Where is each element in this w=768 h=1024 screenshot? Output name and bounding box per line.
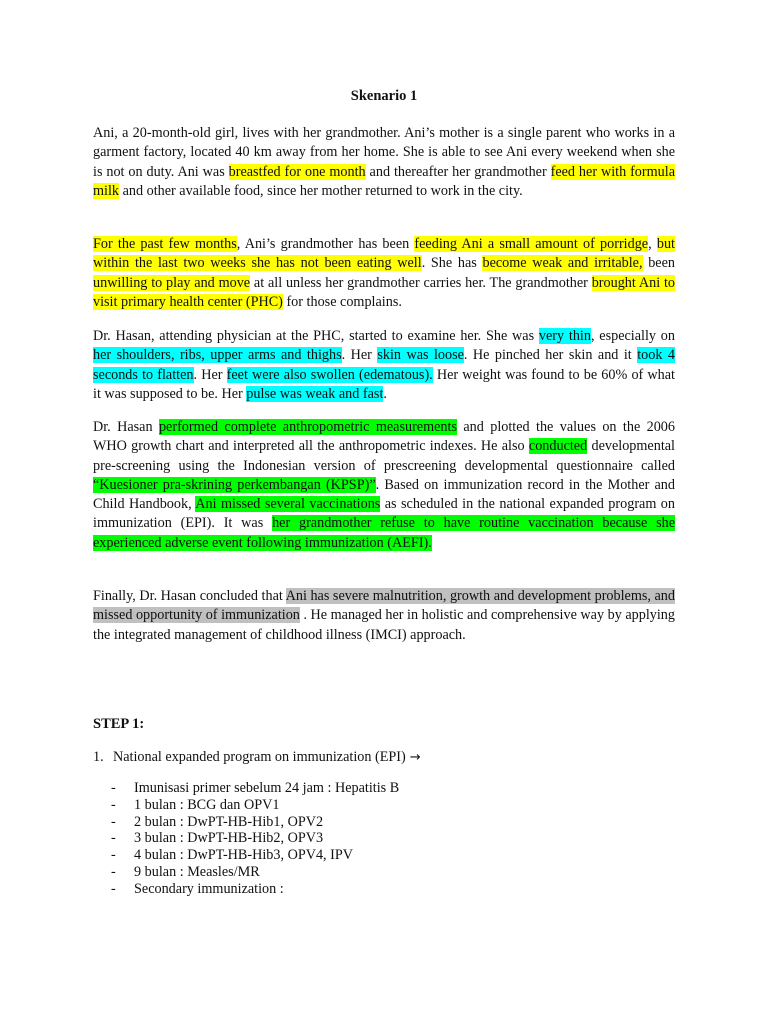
list-item — [111, 864, 399, 881]
text-run: Dr. Hasan — [93, 419, 159, 435]
text-run: , Ani’s grandmother has been — [236, 236, 415, 252]
list-item — [111, 881, 399, 898]
list-dash: - — [111, 796, 116, 813]
numbered-item — [93, 749, 421, 766]
text-run: and other available food, since her mother returned to work in the city. — [119, 182, 523, 199]
highlighted-text: skin was loose — [377, 347, 464, 364]
list-item-text: 4 bulan : DwPT-HB-Hib3, OPV4, IPV — [134, 847, 353, 864]
paragraph-3 — [93, 327, 675, 404]
text-run: Finally, Dr. Hasan concluded that — [93, 588, 286, 604]
step-heading: STEP 1: — [93, 716, 145, 732]
list-item-text: 3 bulan : DwPT-HB-Hib2, OPV3 — [134, 830, 324, 847]
list-dash: - — [111, 813, 116, 830]
list-item — [111, 830, 399, 847]
text-run: Ani, a 20-month-old girl, lives with her grandmother. Ani’s mother is a single parent who works in a garment factory, located 40 km away from her home. She is able to see Ani every weekend when she is not on duty. Ani was — [93, 125, 675, 180]
highlighted-text: feeding Ani a small amount of porridge — [414, 236, 649, 252]
text-run: . He pinched her skin and it — [463, 347, 638, 364]
text-run: . Her — [193, 366, 227, 383]
highlighted-text: brought Ani to visit primary health center (PHC) — [93, 274, 675, 310]
highlighted-text: feet were also swollen (edematous). — [226, 366, 433, 383]
list-item-text: 1 bulan : BCG dan OPV1 — [134, 796, 280, 813]
highlighted-text: unwilling to play and move — [93, 274, 251, 291]
list-dash: - — [111, 847, 116, 864]
text-run: Her weight was found to be 60% of what it was supposed to be. Her — [93, 366, 675, 402]
item-number: 1. — [93, 749, 104, 765]
highlighted-text: Ani missed several vaccinations — [195, 496, 381, 513]
text-run: . Her — [341, 347, 378, 364]
list-item — [111, 780, 399, 797]
text-run: . — [383, 385, 387, 402]
highlighted-text: Ani has severe malnutrition, growth and development problems, and missed opportunity of immunization — [93, 588, 675, 624]
highlighted-text: her shoulders, ribs, upper arms and thighs — [93, 347, 342, 364]
text-run: Dr. Hasan, attending physician at the PHC, started to examine her. She was — [93, 328, 539, 344]
item-text: National expanded program on immunization (EPI) — [113, 749, 406, 765]
page-title: Skenario 1 — [350, 88, 418, 104]
highlighted-text: conducted — [528, 438, 588, 455]
text-run: . He managed her in holistic and comprehensive way by applying the integrated management of childhood illness (IMCI) approach. — [93, 607, 675, 643]
list-item-text: Imunisasi primer sebelum 24 jam : Hepatitis B — [134, 780, 400, 796]
text-run: and thereafter her grandmother — [365, 163, 551, 180]
schedule-list — [111, 780, 399, 898]
text-run: developmental pre-screening using the Indonesian version of prescreening developmental questionnaire called — [93, 438, 675, 474]
text-run: at all unless her grandmother carries her. The grandmother — [250, 274, 592, 291]
paragraph-4 — [93, 418, 675, 553]
highlighted-text: “Kuesioner pra-skrining perkembangan (KPSP)” — [93, 476, 376, 493]
highlighted-text: pulse was weak and fast — [246, 385, 384, 402]
text-run: . Based on immunization record in the Mother and Child Handbook, — [93, 476, 675, 513]
list-item — [111, 847, 399, 864]
list-dash: - — [111, 780, 116, 796]
text-run: as scheduled in the national expanded program on immunization (EPI). It was — [93, 496, 675, 532]
list-item-text: Secondary immunization : — [134, 880, 284, 897]
highlighted-text: feed her with formula milk — [93, 163, 675, 199]
text-run: and plotted the values on the 2006 WHO growth chart and interpreted all the anthropometric indexes. He also — [93, 419, 675, 455]
list-dash: - — [111, 830, 116, 847]
text-run: for those complains. — [282, 293, 402, 310]
right-arrow-icon: → — [409, 750, 421, 765]
highlighted-text: her grandmother refuse to have routine vaccination because she experienced adverse event following immunization (AEFI). — [93, 515, 675, 551]
highlighted-text: performed complete anthropometric measurements — [158, 419, 457, 435]
highlighted-text: For the past few months — [93, 236, 237, 252]
list-item-text: 9 bulan : Measles/MR — [134, 863, 260, 880]
highlighted-text: but within the last two weeks she has not been eating well — [93, 236, 675, 272]
text-run: , — [648, 236, 657, 252]
highlighted-text: become weak and irritable, — [482, 255, 643, 272]
paragraph-2 — [93, 235, 675, 312]
list-item-text: 2 bulan : DwPT-HB-Hib1, OPV2 — [134, 813, 324, 830]
highlighted-text: very thin — [538, 328, 591, 344]
list-dash: - — [111, 863, 116, 880]
text-run: been — [642, 255, 675, 272]
text-run: , especially on — [590, 328, 675, 344]
paragraph-5 — [93, 587, 675, 645]
list-item — [111, 797, 399, 814]
paragraph-1 — [93, 124, 675, 201]
list-item — [111, 814, 399, 831]
highlighted-text: took 4 seconds to flatten — [93, 347, 675, 383]
text-run: . She has — [421, 255, 483, 272]
highlighted-text: breastfed for one month — [228, 163, 366, 180]
list-dash: - — [111, 880, 116, 897]
